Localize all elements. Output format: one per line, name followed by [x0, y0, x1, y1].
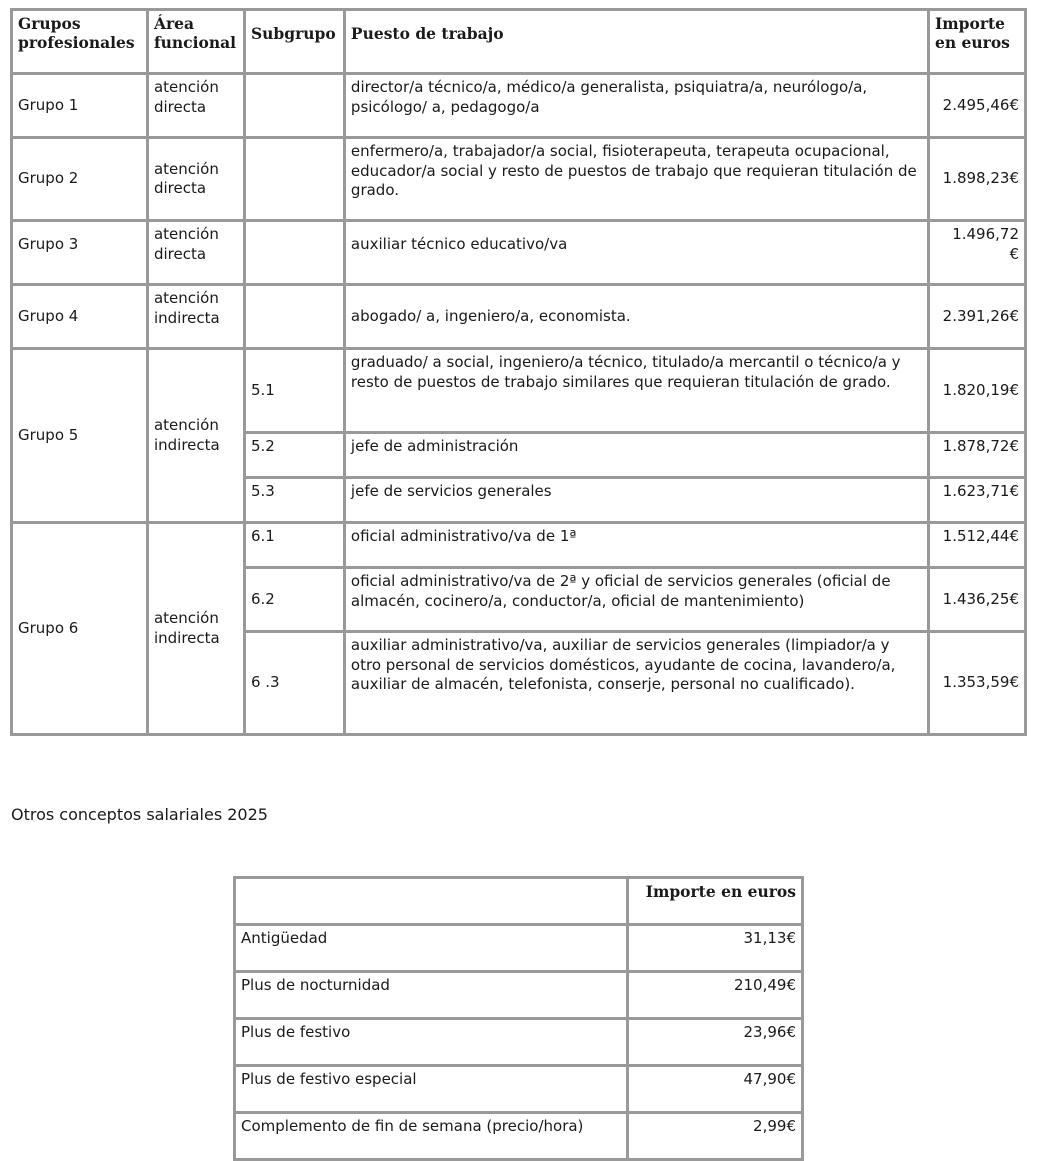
area-cell: atención indirecta — [147, 349, 244, 523]
importe-cell: 2.495,46€ — [929, 74, 1026, 138]
importe-cell: 1.623,71€ — [929, 478, 1026, 523]
importe-cell: 1.353,59€ — [929, 632, 1026, 735]
concepto-cell: Plus de nocturnidad — [235, 972, 628, 1019]
importe-value: 1.496,72 € — [952, 225, 1019, 263]
table-row — [12, 349, 1026, 433]
importe-cell: 1.820,19€ — [929, 349, 1026, 433]
table-row — [235, 1113, 803, 1160]
header-importe: Importe en euros — [628, 878, 803, 925]
grupo-cell: Grupo 6 — [12, 523, 148, 735]
importe-cell: 23,96€ — [628, 1019, 803, 1066]
grupo-cell: Grupo 2 — [12, 138, 148, 221]
subgrupo-cell — [244, 74, 344, 138]
table-row — [12, 138, 1026, 221]
section-title: Otros conceptos salariales 2025 — [11, 805, 268, 824]
puesto-cell: graduado/ a social, ingeniero/a técnico, titulado/a mercantil o técnico/a y resto de puestos de trabajo similares que requieran titulación de grado. — [344, 349, 928, 433]
subgrupo-cell: 5.2 — [244, 433, 344, 478]
table-header-row — [12, 10, 1026, 74]
puesto-cell: auxiliar técnico educativo/va — [344, 221, 928, 285]
salary-table — [10, 8, 1027, 736]
grupo-cell: Grupo 5 — [12, 349, 148, 523]
importe-cell: 1.436,25€ — [929, 568, 1026, 632]
table-row — [235, 972, 803, 1019]
subgrupo-cell — [244, 285, 344, 349]
importe-cell: 1.878,72€ — [929, 433, 1026, 478]
importe-cell: 1.898,23€ — [929, 138, 1026, 221]
subgrupo-cell: 6.1 — [244, 523, 344, 568]
puesto-cell: jefe de administración — [344, 433, 928, 478]
puesto-cell: enfermero/a, trabajador/a social, fisioterapeuta, terapeuta ocupacional, educador/a social y resto de puestos de trabajo que requieran titulación de grado. — [344, 138, 928, 221]
area-cell: atención indirecta — [147, 285, 244, 349]
importe-cell: 210,49€ — [628, 972, 803, 1019]
header-subgrupo: Subgrupo — [244, 10, 344, 74]
area-cell: atención directa — [147, 74, 244, 138]
importe-cell — [929, 221, 1026, 285]
table-row — [12, 221, 1026, 285]
importe-cell: 31,13€ — [628, 925, 803, 972]
header-concepto — [235, 878, 628, 925]
subgrupo-cell — [244, 221, 344, 285]
importe-cell: 2.391,26€ — [929, 285, 1026, 349]
puesto-cell: director/a técnico/a, médico/a generalista, psiquiatra/a, neurólogo/a, psicólogo/ a, pedagogo/a — [344, 74, 928, 138]
area-cell: atención directa — [147, 138, 244, 221]
area-cell: atención directa — [147, 221, 244, 285]
subgrupo-cell: 5.1 — [244, 349, 344, 433]
table-row — [235, 1019, 803, 1066]
subgrupo-cell — [244, 138, 344, 221]
grupo-cell: Grupo 3 — [12, 221, 148, 285]
table-row — [12, 523, 1026, 568]
subgrupo-cell: 6.2 — [244, 568, 344, 632]
table-row — [12, 74, 1026, 138]
concepto-cell: Antigüedad — [235, 925, 628, 972]
grupo-cell: Grupo 4 — [12, 285, 148, 349]
table-row — [12, 285, 1026, 349]
grupo-cell: Grupo 1 — [12, 74, 148, 138]
importe-cell: 1.512,44€ — [929, 523, 1026, 568]
importe-cell: 47,90€ — [628, 1066, 803, 1113]
subgrupo-cell: 6 .3 — [244, 632, 344, 735]
subgrupo-cell: 5.3 — [244, 478, 344, 523]
area-cell: atención indirecta — [147, 523, 244, 735]
concepto-cell: Complemento de fin de semana (precio/hora) — [235, 1113, 628, 1160]
header-grupos: Grupos profesionales — [12, 10, 148, 74]
puesto-cell: oficial administrativo/va de 2ª y oficial de servicios generales (oficial de almacén, cocinero/a, conductor/a, oficial de mantenimiento) — [344, 568, 928, 632]
header-puesto: Puesto de trabajo — [344, 10, 928, 74]
concepto-cell: Plus de festivo — [235, 1019, 628, 1066]
table-row — [235, 1066, 803, 1113]
table-row — [235, 925, 803, 972]
header-importe: Importe en euros — [929, 10, 1026, 74]
puesto-cell: oficial administrativo/va de 1ª — [344, 523, 928, 568]
other-concepts-table — [233, 876, 804, 1161]
importe-cell: 2,99€ — [628, 1113, 803, 1160]
table-header-row — [235, 878, 803, 925]
puesto-cell: abogado/ a, ingeniero/a, economista. — [344, 285, 928, 349]
puesto-cell: auxiliar administrativo/va, auxiliar de servicios generales (limpiador/a y otro personal de servicios domésticos, ayudante de cocina, lavandero/a, auxiliar de almacén, telefonista, conserje, personal no cualificado). — [344, 632, 928, 735]
puesto-cell: jefe de servicios generales — [344, 478, 928, 523]
header-area: Área funcional — [147, 10, 244, 74]
concepto-cell: Plus de festivo especial — [235, 1066, 628, 1113]
